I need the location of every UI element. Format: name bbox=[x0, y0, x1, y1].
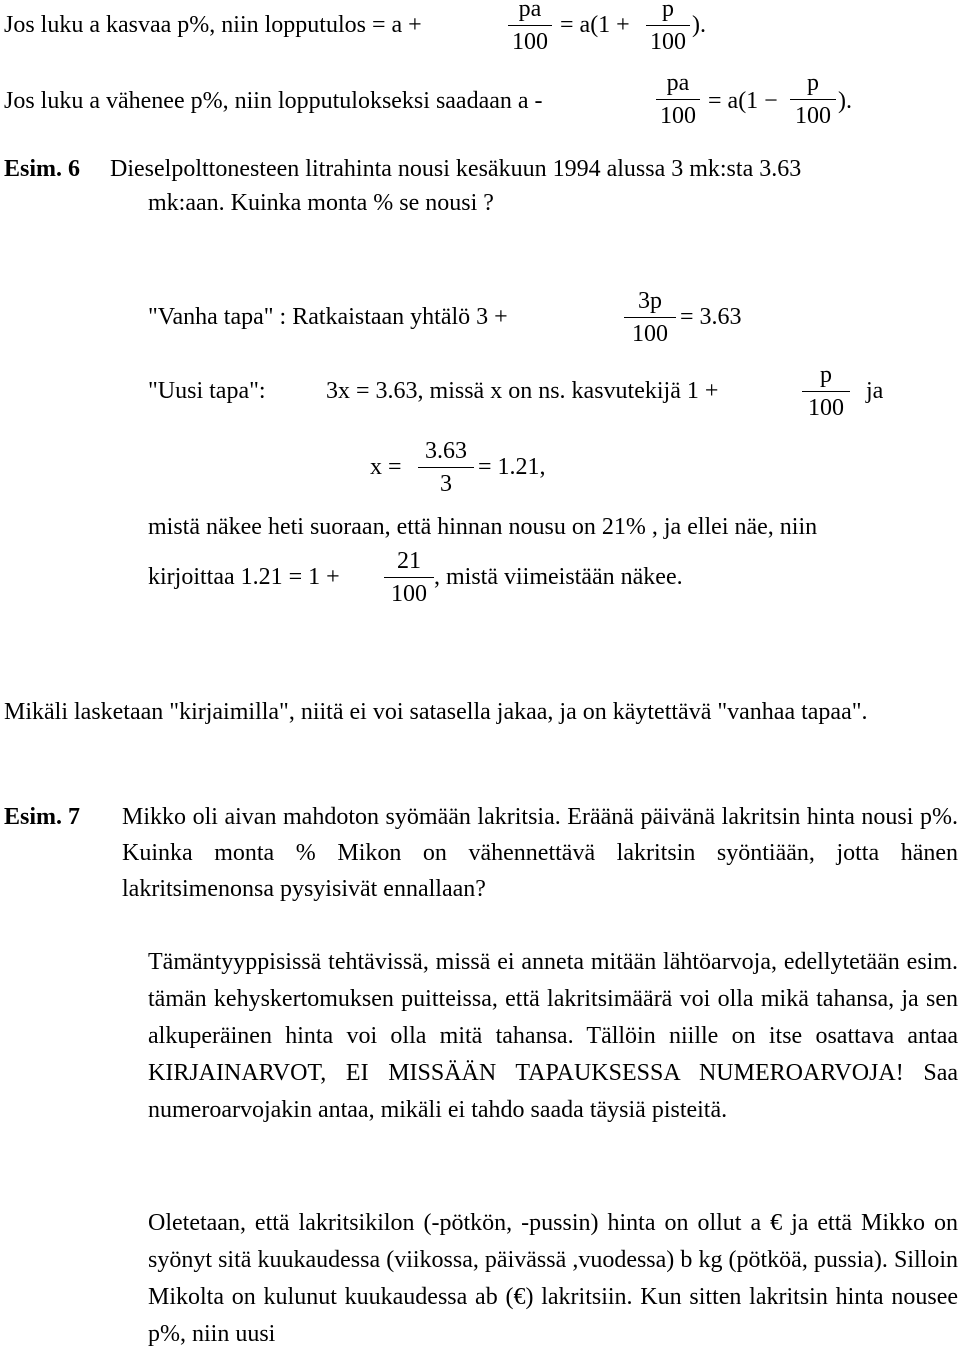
letters-note: Mikäli lasketaan "kirjaimilla", niitä ei voi satasella jakaa, ja on käytettävä "vanhaa tapaa". bbox=[4, 699, 868, 725]
example-6-line1: Dieselpolttonesteen litrahinta nousi kesäkuun 1994 alussa 3 mk:sta 3.63 bbox=[110, 156, 802, 182]
write-suffix: , mistä viimeistään näkee. bbox=[434, 564, 683, 590]
fraction-pa-100: pa 100 bbox=[508, 0, 552, 55]
new-way-text: 3x = 3.63, missä x on ns. kasvutekijä 1 + bbox=[326, 378, 719, 404]
new-way-label: "Uusi tapa": bbox=[148, 378, 266, 404]
new-way-suffix: ja bbox=[866, 378, 884, 404]
fraction-p-100: p 100 bbox=[790, 70, 836, 129]
fraction-pa-100: pa 100 bbox=[656, 70, 700, 129]
example-6-label: Esim. 6 bbox=[4, 156, 81, 182]
rule-increase-suffix: ). bbox=[692, 12, 706, 38]
example-7-label: Esim. 7 bbox=[4, 804, 81, 830]
rule-decrease-prefix: Jos luku a vähenee p%, niin lopputulokseksi saadaan a - bbox=[4, 88, 543, 114]
rule-increase-prefix: Jos luku a kasvaa p%, niin lopputulos = a + bbox=[4, 12, 422, 38]
fraction-p-100: p 100 bbox=[802, 362, 850, 421]
old-way-label: "Vanha tapa" : Ratkaistaan yhtälö 3 + bbox=[148, 304, 508, 330]
old-way-result: = 3.63 bbox=[680, 304, 742, 330]
rule-increase-mid: = a(1 + bbox=[560, 12, 630, 38]
fraction-21-100: 21 100 bbox=[384, 548, 434, 607]
x-equation-prefix: x = bbox=[370, 454, 402, 480]
rule-decrease-mid: = a(1 − bbox=[708, 88, 778, 114]
fraction-363-3: 3.63 3 bbox=[418, 438, 474, 497]
paragraph-letter-values: Tämäntyyppisissä tehtävissä, missä ei anneta mitään lähtöarvoja, edellytetään esim. tämän kehyskertomuksen puitteissa, että lakritsimäärä voi olla mikä tahansa, ja sen alkuperäinen hinta voi olla mitä tahansa. Tällöin niille on itse osattava antaa KIRJAINARVOT, EI MISSÄÄN TAPAUKSESSA NUMEROARVOJA! Saa numeroarvojakin antaa, mikäli ei tahdo saada täysiä pisteitä. bbox=[148, 949, 958, 1123]
example-7-text: Mikko oli aivan mahdoton syömään lakritsia. Eräänä päivänä lakritsin hinta nousi p%. Kuinka monta % Mikon on vähennettävä lakritsin syöntiään, jotta hänen lakritsimenonsa pysyisivät ennallaan? bbox=[122, 804, 958, 902]
write-prefix: kirjoittaa 1.21 = 1 + bbox=[148, 564, 340, 590]
rule-decrease-suffix: ). bbox=[838, 88, 852, 114]
fraction-3p-100: 3p 100 bbox=[624, 288, 676, 347]
conclusion-line: mistä näkee heti suoraan, että hinnan nousu on 21% , ja ellei näe, niin bbox=[148, 514, 818, 540]
paragraph-assumption: Oletetaan, että lakritsikilon (-pötkön, -pussin) hinta on ollut a € ja että Mikko on syönyt sitä kuukaudessa (viikossa, päivässä ,vuodessa) b kg (pötköä, pussia). Silloin Mikolta on kulunut kuukaudessa ab (€) lakritsiin. Kun sitten lakritsin hinta nousee p%, niin uusi bbox=[148, 1210, 958, 1347]
x-equation-result: = 1.21, bbox=[478, 454, 546, 480]
fraction-p-100: p 100 bbox=[646, 0, 690, 55]
example-6-line2: mk:aan. Kuinka monta % se nousi ? bbox=[148, 190, 494, 216]
